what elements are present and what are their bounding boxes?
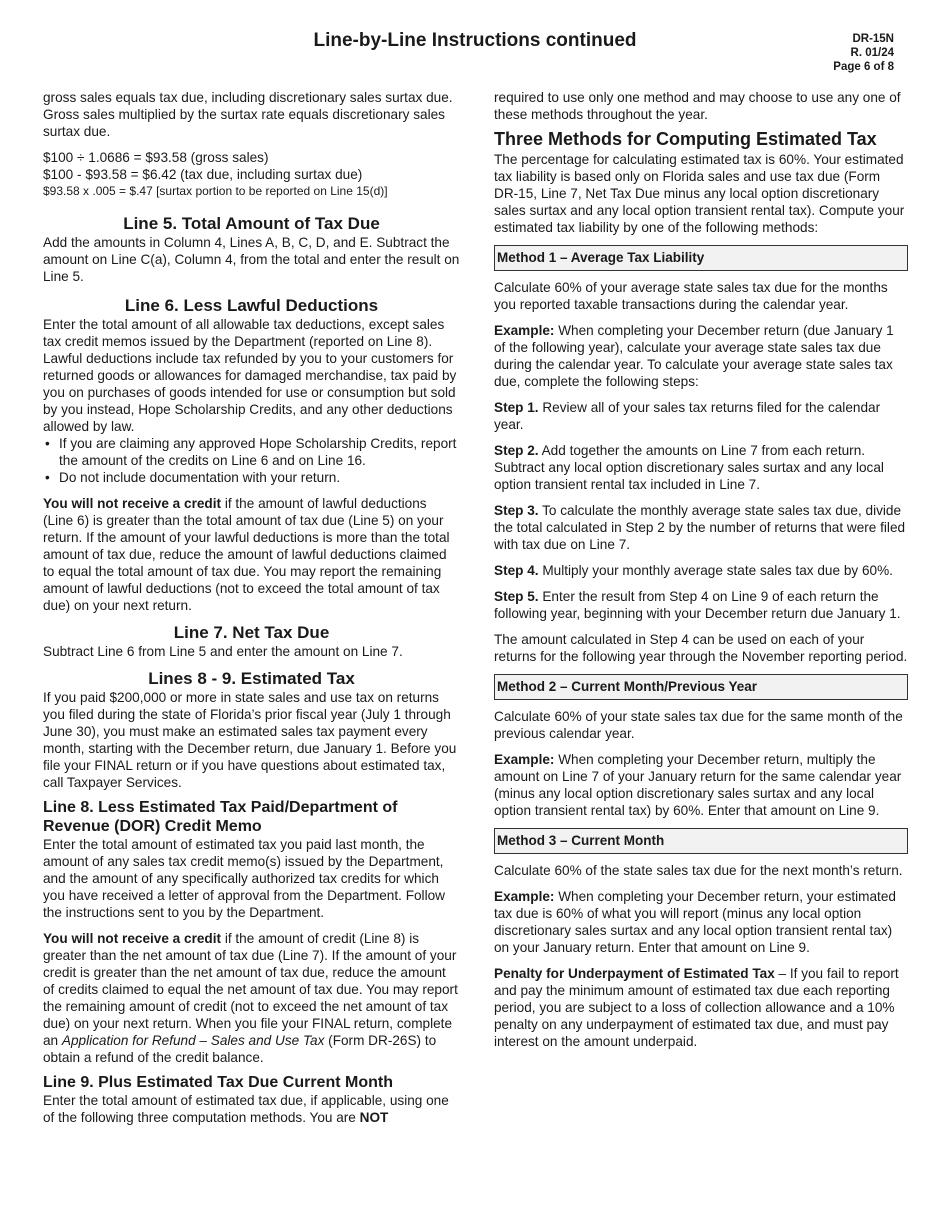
right-column: [494, 89, 908, 1059]
method1-example: [494, 322, 908, 390]
refund-form-title: Application for Refund – Sales and Use Tax: [61, 1033, 325, 1048]
line8-warning: [43, 930, 460, 1066]
warning-bold: You will not receive a credit: [43, 496, 222, 511]
form-number: DR-15N: [852, 33, 894, 45]
calc-tax-due: $100 - $93.58 = $6.42 (tax due, including surtax due): [43, 167, 363, 182]
example-label: Example:: [494, 323, 555, 338]
step-5: [494, 588, 908, 622]
line89-text: If you paid $200,000 or more in state sales and use tax on returns you filed during the state of Florida’s prior fiscal year (July 1 through June 30), you must make an estimated sales tax payment every month, starting with the December return, due January 1. Before you file your FINAL return or if you have questions about estimated tax, call Taxpayer Services.: [43, 690, 457, 790]
example-label: Example:: [494, 889, 555, 904]
step-label: Step 2.: [494, 443, 539, 458]
step-1: [494, 399, 908, 433]
method2-example: [494, 751, 908, 819]
method1-box: Method 1 – Average Tax Liability: [494, 245, 908, 271]
line8-heading: Line 8. Less Estimated Tax Paid/Department of Revenue (DOR) Credit Memo: [43, 799, 398, 835]
line7-heading: Line 7. Net Tax Due: [173, 623, 330, 642]
step-text: Multiply your monthly average state sales tax due by 60%.: [538, 563, 893, 578]
penalty-paragraph: [494, 965, 908, 1050]
line9-heading: Line 9. Plus Estimated Tax Due Current Month: [43, 1074, 393, 1091]
line8-text: Enter the total amount of estimated tax you paid last month, the amount of any sales tax credit memo(s) issued by the Department, and the amount of any specifically authorized tax credits for which you have received a letter of approval from the Department. Follow the instructions sent to you by the Department.: [43, 837, 445, 920]
step-label: Step 5.: [494, 589, 539, 604]
line5-heading: Line 5. Total Amount of Tax Due: [123, 214, 380, 233]
method3-box: Method 3 – Current Month: [494, 828, 908, 854]
continued-text: required to use only one method and may choose to use any one of these methods throughout the year.: [494, 90, 901, 122]
step-label: Step 4.: [494, 563, 539, 578]
form-revision: R. 01/24: [850, 47, 894, 59]
step-label: Step 1.: [494, 400, 539, 415]
line9-not: NOT: [359, 1110, 389, 1125]
line9-body: Enter the total amount of estimated tax due, if applicable, using one of the following three computation methods. You are: [43, 1093, 449, 1125]
line6-warning: [43, 495, 460, 614]
method3-text: Calculate 60% of the state sales tax due for the next month’s return.: [494, 863, 903, 878]
methods-heading: Three Methods for Computing Estimated Tax: [494, 129, 877, 149]
method2-box: Method 2 – Current Month/Previous Year: [494, 674, 908, 700]
step-text: Add together the amounts on Line 7 from each return. Subtract any local option discretionary sales surtax and any local option transient rental tax included in Line 7.: [494, 443, 884, 492]
list-item: • Do not include documentation with your return.: [43, 469, 460, 486]
step-label: Step 3.: [494, 503, 539, 518]
example-text: When completing your December return, your estimated tax due is 60% of what you will report (minus any local option discretionary sales surtax and any local option transient rental tax) on your January return. Enter that amount on Line 9.: [494, 889, 896, 955]
intro-paragraph: gross sales equals tax due, including discretionary sales surtax due. Gross sales multiplied by the surtax rate equals discretionary sales surtax due.: [43, 90, 453, 139]
step-4: [494, 562, 908, 579]
method1-closing: The amount calculated in Step 4 can be used on each of your returns for the following year through the November reporting period.: [494, 632, 908, 664]
line7-text: Subtract Line 6 from Line 5 and enter the amount on Line 7.: [43, 644, 403, 659]
line6-bullet-list: [43, 435, 460, 486]
line9-text: [43, 1092, 460, 1126]
calc-surtax: $93.58 x .005 = $.47 [surtax portion to be reported on Line 15(d)]: [43, 184, 388, 198]
page-number: Page 6 of 8: [833, 61, 894, 73]
step-3: [494, 502, 908, 553]
left-column: [43, 89, 460, 1135]
form-identifier: [833, 32, 894, 74]
line6-heading: Line 6. Less Lawful Deductions: [124, 296, 379, 315]
step-text: Enter the result from Step 4 on Line 9 of each return the following year, beginning with your December return due January 1.: [494, 589, 901, 621]
line5-text: Add the amounts in Column 4, Lines A, B, C, D, and E. Subtract the amount on Line C(a), Column 4, from the total and enter the result on Line 5.: [43, 235, 460, 284]
example-label: Example:: [494, 752, 555, 767]
calc-gross-sales: $100 ÷ 1.0686 = $93.58 (gross sales): [43, 150, 269, 165]
warning-end: (Form DR-26S) to obtain a refund of the credit balance.: [43, 1033, 437, 1065]
step-2: [494, 442, 908, 493]
warning-bold: You will not receive a credit: [43, 931, 222, 946]
methods-intro: The percentage for calculating estimated tax is 60%. Your estimated tax liability is based only on Florida sales and use tax due (Form DR-15, Line 7, Net Tax Due minus any local option discretionary sales surtax and any local option transient rental tax). Compute your estimated tax liability by one of the following methods:: [494, 152, 905, 235]
line89-heading: Lines 8 - 9. Estimated Tax: [148, 669, 355, 688]
penalty-text: – If you fail to report and pay the minimum amount of estimated tax due each reporting period, you are subject to a loss of collection allowance and a 10% penalty on any underpayment of estimated tax due, and must pay interest on the amount underpaid.: [494, 966, 899, 1049]
warning-text: if the amount of lawful deductions (Line 6) is greater than the total amount of tax due (Line 5) on your return. If the amount of your lawful deductions is more than the total amount of tax due, reduce the amount of lawful deductions claimed to equal the total amount of tax due. You may report the remaining amount of lawful deductions (not to exceed the total amount of tax due) on your next return.: [43, 496, 450, 613]
example-text: When completing your December return (due January 1 of the following year), calculate your average state sales tax due during the calendar year. To calculate your average state sales tax due, complete the following steps:: [494, 323, 894, 389]
line6-text: Enter the total amount of all allowable tax deductions, except sales tax credit memos issued by the Department (reported on Line 8). Lawful deductions include tax refunded by you to your customers for returned goods or allowances for damaged merchandise, tax paid by you on purchases of goods intended for use or consumption but sold by you instead, Hope Scholarship Credits, and any other deductions allowed by law.: [43, 317, 457, 434]
warning-text: if the amount of credit (Line 8) is greater than the net amount of tax due (Line 7). If the amount of your credit is greater than the net amount of tax due, reduce the amount of credits claimed to equal the net amount of tax due. You may report the remaining amount of credit (not to exceed the net amount of tax due) on your next return. When you file your FINAL return, complete an: [43, 931, 458, 1048]
method2-text: Calculate 60% of your state sales tax due for the same month of the previous calendar year.: [494, 709, 903, 741]
list-item: • If you are claiming any approved Hope Scholarship Credits, report the amount of the credits on Line 6 and on Line 16.: [43, 435, 460, 469]
penalty-label: Penalty for Underpayment of Estimated Tax: [494, 966, 775, 981]
method3-example: [494, 888, 908, 956]
page-title: Line-by-Line Instructions continued: [313, 30, 637, 51]
example-text: When completing your December return, multiply the amount on Line 7 of your January return for the same calendar year (minus any local option discretionary sales surtax and any local option transient rental tax) by 60%. Enter that amount on Line 9.: [494, 752, 902, 818]
method1-text: Calculate 60% of your average state sales tax due for the months you reported taxable transactions during the calendar year.: [494, 280, 888, 312]
step-text: To calculate the monthly average state sales tax due, divide the total calculated in Step 2 by the number of returns that were filed with tax due on Line 7.: [494, 503, 906, 552]
step-text: Review all of your sales tax returns filed for the calendar year.: [494, 400, 881, 432]
